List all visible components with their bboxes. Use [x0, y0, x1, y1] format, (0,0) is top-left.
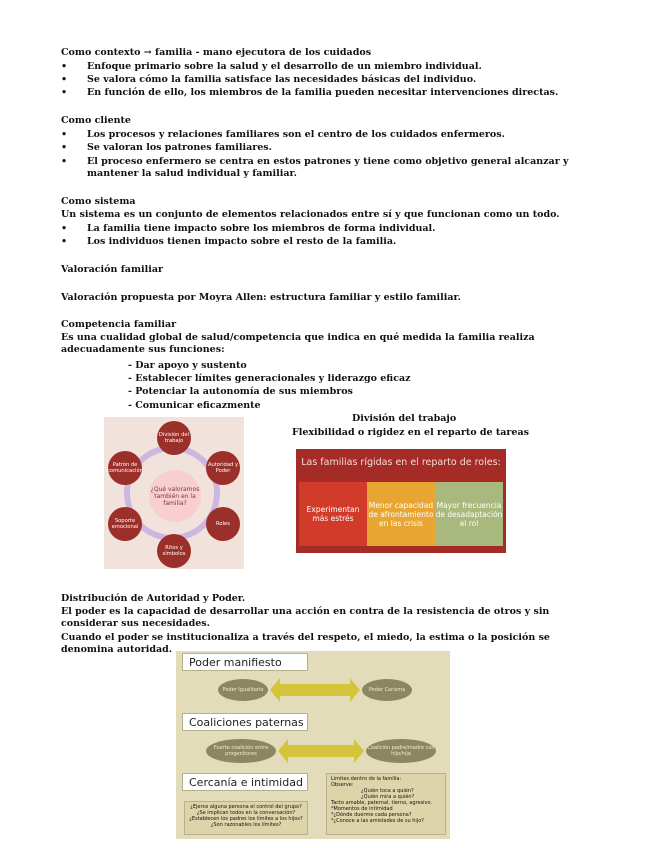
power-title: Coaliciones paternas: [182, 713, 308, 731]
question: ¿Ejerce alguna persona el control del grupo?: [190, 804, 302, 810]
section-context-title: Como contexto → familia - mano ejecutora de los cuidados: [61, 47, 372, 58]
section-system-title: Como sistema: [61, 196, 136, 207]
autoridad-line2: Cuando el poder se institucionaliza a través del respeto, el miedo, la estima o la posición se denomina autoridad.: [61, 632, 550, 655]
section-system-intro: Un sistema es un conjunto de elementos relacionados entre sí y que funcionan como un todo.: [61, 209, 560, 220]
list-item: • Los individuos tienen impacto sobre el resto de la familia.: [87, 236, 396, 248]
question: ¿Son razonables los límites?: [210, 822, 282, 828]
competencia-item: - Comunicar eficazmente: [128, 400, 261, 411]
limit-item: Tacto amable, paternal, tierno, agresivo.: [331, 800, 433, 806]
valoracion-title: Valoración familiar: [61, 264, 163, 275]
division-title: División del trabajo: [352, 413, 457, 424]
rigid-roles-box: [296, 449, 506, 553]
questions-box: [184, 801, 308, 835]
question: ¿Se implican todos en la conversación?: [196, 810, 296, 816]
competencia-item: - Dar apoyo y sustento: [128, 360, 247, 371]
question: ¿Establecen los padres los límites a los hijos?: [189, 816, 303, 822]
diagram-node: División del trabajo: [157, 421, 191, 455]
diagram-node: Patrón de comunicación: [108, 451, 142, 485]
limit-item: *¿Conoce a las amistades de su hijo?: [331, 818, 424, 824]
limit-item: ¿Quién mira a quién?: [361, 794, 415, 800]
limits-sub: Observe:: [331, 782, 354, 788]
competencia-text: Es una cualidad global de salud/competencia que indica en qué medida la familia realiza adecuadamente sus funciones:: [61, 332, 535, 355]
list-item: • Los procesos y relaciones familiares son el centro de los cuidados enfermeros.: [87, 129, 505, 141]
limit-item: *¿Dónde duerme cada persona?: [331, 812, 412, 818]
section-client-title: Como cliente: [61, 115, 131, 126]
diagram-node: Roles: [206, 507, 240, 541]
roles-cell: Menor capacidad de afrontamiento en las crisis: [367, 482, 435, 546]
valoracion-text: Valoración propuesta por Moyra Allen: estructura familiar y estilo familiar.: [61, 292, 461, 303]
list-item: • Se valoran los patrones familiares.: [87, 142, 272, 154]
diagram-node: Soporte emocional: [108, 507, 142, 541]
double-arrow-icon: [280, 684, 350, 696]
autoridad-title: Distribución de Autoridad y Poder.: [61, 593, 246, 604]
list-item: • El proceso enfermero se centra en estos patrones y tiene como objetivo general alcanzar y mantener la salud individual y familiar.: [87, 156, 577, 180]
division-subtitle: Flexibilidad o rigidez en el reparto de tareas: [292, 427, 529, 438]
limit-item: *Momentos de intimidad: [331, 806, 393, 812]
roles-cell: Mayor frecuencia de desadaptación al rol: [435, 482, 503, 546]
roles-title: Las familias rígidas en el reparto de roles:: [301, 457, 501, 468]
competencia-title: Competencia familiar: [61, 319, 177, 330]
autoridad-line1: El poder es la capacidad de desarrollar una acción en contra de la resistencia de otros y sin considerar sus necesidades.: [61, 606, 550, 629]
diagram-node: Autoridad y Poder: [206, 451, 240, 485]
list-item: • La familia tiene impacto sobre los miembros de forma individual.: [87, 223, 435, 235]
power-title: Cercanía e intimidad: [182, 773, 308, 791]
power-oval: Coalición padre/madre con hijo/hija: [366, 739, 436, 763]
diagram-node: Ritos y símbolos: [157, 534, 191, 568]
power-oval: Poder Igualitario: [218, 679, 268, 701]
roles-cell: Experimentan más estrés: [299, 482, 367, 546]
limits-box: [326, 773, 446, 835]
list-item: • Se valora cómo la familia satisface las necesidades básicas del individuo.: [87, 74, 476, 86]
competencia-item: - Potenciar la autonomía de sus miembros: [128, 386, 353, 397]
list-item: • Enfoque primario sobre la salud y el desarrollo de un miembro individual.: [87, 61, 482, 73]
power-oval: Poder Carisma: [362, 679, 412, 701]
list-item: • En función de ello, los miembros de la familia pueden necesitar intervenciones directas.: [87, 87, 558, 99]
family-values-diagram: [104, 417, 244, 569]
power-title: Poder manifiesto: [182, 653, 308, 671]
power-oval: Fuerte coalición entre progenitores: [206, 739, 276, 763]
limit-item: ¿Quién toca a quién?: [361, 788, 414, 794]
power-diagram: [176, 651, 450, 839]
competencia-item: - Establecer límites generacionales y liderazgo eficaz: [128, 373, 411, 384]
diagram-center: ¿Qué valoramos también en la familia?: [149, 470, 201, 522]
limits-title: Límites dentro de la familia:: [331, 776, 402, 782]
double-arrow-icon: [288, 745, 354, 757]
